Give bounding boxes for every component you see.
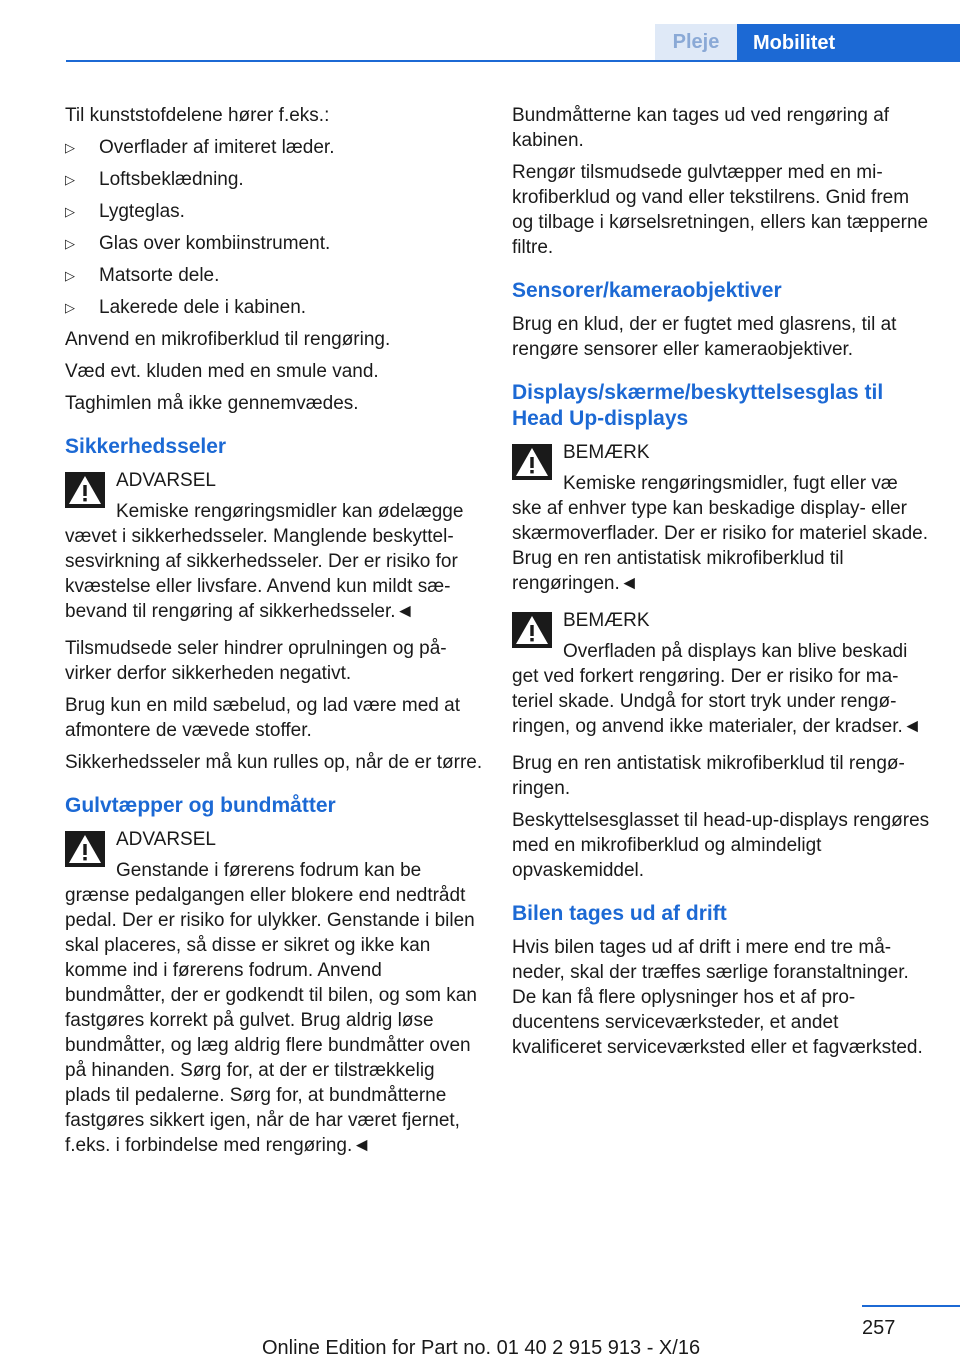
footer-rule (862, 1305, 960, 1307)
paragraph: Brug en ren antistatisk mikrofiberklud til rengøringen. (512, 753, 905, 799)
note-text: get ved forkert rengøring. Der er risiko for materiel skade. Undgå for stort tryk under rengøringen, og anvend ikke materialer, der kradser.◄ (512, 666, 922, 737)
note-text-first: Overfladen på displays kan blive beskadi (563, 641, 908, 662)
warning-triangle-icon (65, 472, 105, 508)
paragraph: Sikkerhedsseler må kun rulles op, når de er tørre. (65, 752, 483, 773)
triangle-right-icon: ▷ (65, 172, 75, 187)
paragraph: Anvend en mikrofiberklud til rengøring. (65, 329, 391, 350)
paragraph: Hvis bilen tages ud af drift i mere end tre måneder, skal der træffes særlige foranstaltninger. De kan få flere oplysninger hos et af producentens serviceværksteder, et andet kvalificeret serviceværksted eller et fagværksted. (512, 937, 923, 1058)
warning-triangle-icon (512, 444, 552, 480)
right-column (512, 103, 932, 1067)
list-item: ▷ Lakerede dele i kabinen. (65, 297, 307, 318)
warning-block (65, 468, 483, 624)
warning-triangle-icon (512, 612, 552, 648)
warning-title: ADVARSEL (116, 470, 216, 491)
intro-text: Til kunststofdelene hører f.eks.: (65, 105, 330, 126)
list-item: ▷ Overflader af imiteret læder. (65, 137, 335, 158)
note-block (512, 608, 932, 739)
heading-displays: Displays/skærme/beskyttelsesglas til Head Up-displays (512, 381, 884, 430)
warning-triangle-icon (65, 831, 105, 867)
list-item: ▷ Matsorte dele. (65, 265, 220, 286)
triangle-right-icon: ▷ (65, 300, 75, 315)
paragraph: Brug en klud, der er fugtet med glasrens, til at rengøre sensorer eller kameraobjektiver. (512, 314, 897, 360)
paragraph: Rengør tilsmudsede gulvtæpper med en mikrofiberklud og vand eller tekstilrens. Gnid frem og tilbage i kørselsretningen, ellers kan tæpperne filtre. (512, 162, 929, 258)
page-number: 257 (862, 1317, 896, 1339)
note-title: BEMÆRK (563, 610, 650, 631)
list-item: ▷ Glas over kombiinstrument. (65, 233, 331, 254)
triangle-right-icon: ▷ (65, 140, 75, 155)
heading-sensors: Sensorer/kameraobjektiver (512, 279, 782, 302)
paragraph: Bundmåtterne kan tages ud ved rengøring af kabinen. (512, 105, 890, 151)
heading-storage: Bilen tages ud af drift (512, 902, 727, 925)
list-item: ▷ Lygteglas. (65, 201, 185, 222)
note-title: BEMÆRK (563, 442, 650, 463)
triangle-right-icon: ▷ (65, 268, 75, 283)
tab-mobilitet[interactable]: Mobilitet (737, 24, 960, 62)
note-text: ske af enhver type kan beskadige display- eller skærmoverflader. Der er risiko for materiel skade. Brug en ren antistatisk mikrofiberklud til rengøringen.◄ (512, 498, 929, 594)
triangle-right-icon: ▷ (65, 236, 75, 251)
left-column (65, 103, 483, 1170)
paragraph: Tilsmudsede seler hindrer oprulningen og påvirker derfor sikkerheden negativt. (65, 638, 447, 684)
list-item: ▷ Loftsbeklædning. (65, 169, 244, 190)
paragraph: Beskyttelsesglasset til head-up-displays rengøres med en mikrofiberklud og almindeligt opvaskemiddel. (512, 810, 930, 881)
warning-text-first: Genstande i førerens fodrum kan be (116, 860, 422, 881)
paragraph: Brug kun en mild sæbelud, og lad være med at afmontere de vævede stoffer. (65, 695, 460, 741)
paragraph: Væd evt. kluden med en smule vand. (65, 361, 379, 382)
warning-text: grænse pedalgangen eller blokere end nedtrådt pedal. Der er risiko for ulykker. Genstande i bilen skal placeres, så disse er sikret og ikke kan komme ind i førerens fodrum. Anvend bundmåtter, der er godkendt til bilen, og som kan fastgøres korrekt på gulvet. Brug aldrig løse bundmåtter, og læg aldrig flere bundmåtter oven på hinanden. Sørg for, at der er tilstrækkelig plads til pedalerne. Sørg for, at bundmåtterne fastgøres sikkert igen, når de har været fjernet, f.eks. i forbindelse med rengøring.◄ (65, 885, 477, 1156)
header-rule (66, 60, 960, 62)
paragraph: Taghimlen må ikke gennemvædes. (65, 393, 359, 414)
warning-text: vævet i sikkerhedsseler. Manglende beskyttelsesvirkning af sikkerhedsseler. Der er risiko for kvæstelse eller livsfare. Anvend kun mildt sæbevand til rengøring af sikkerhedsseler.◄ (65, 526, 458, 622)
tab-pleje[interactable]: Pleje (655, 24, 737, 60)
note-text-first: Kemiske rengøringsmidler, fugt eller væ (563, 473, 898, 494)
heading-floor-mats: Gulvtæpper og bundmåtter (65, 794, 336, 817)
plastic-parts-list (65, 135, 483, 320)
warning-block (65, 827, 483, 1158)
warning-title: ADVARSEL (116, 829, 216, 850)
heading-seatbelts: Sikkerhedsseler (65, 435, 227, 458)
triangle-right-icon: ▷ (65, 204, 75, 219)
edition-line: Online Edition for Part no. 01 40 2 915 913 - X/16 (262, 1337, 701, 1359)
warning-text-first: Kemiske rengøringsmidler kan ødelægge (116, 501, 464, 522)
note-block (512, 440, 932, 596)
